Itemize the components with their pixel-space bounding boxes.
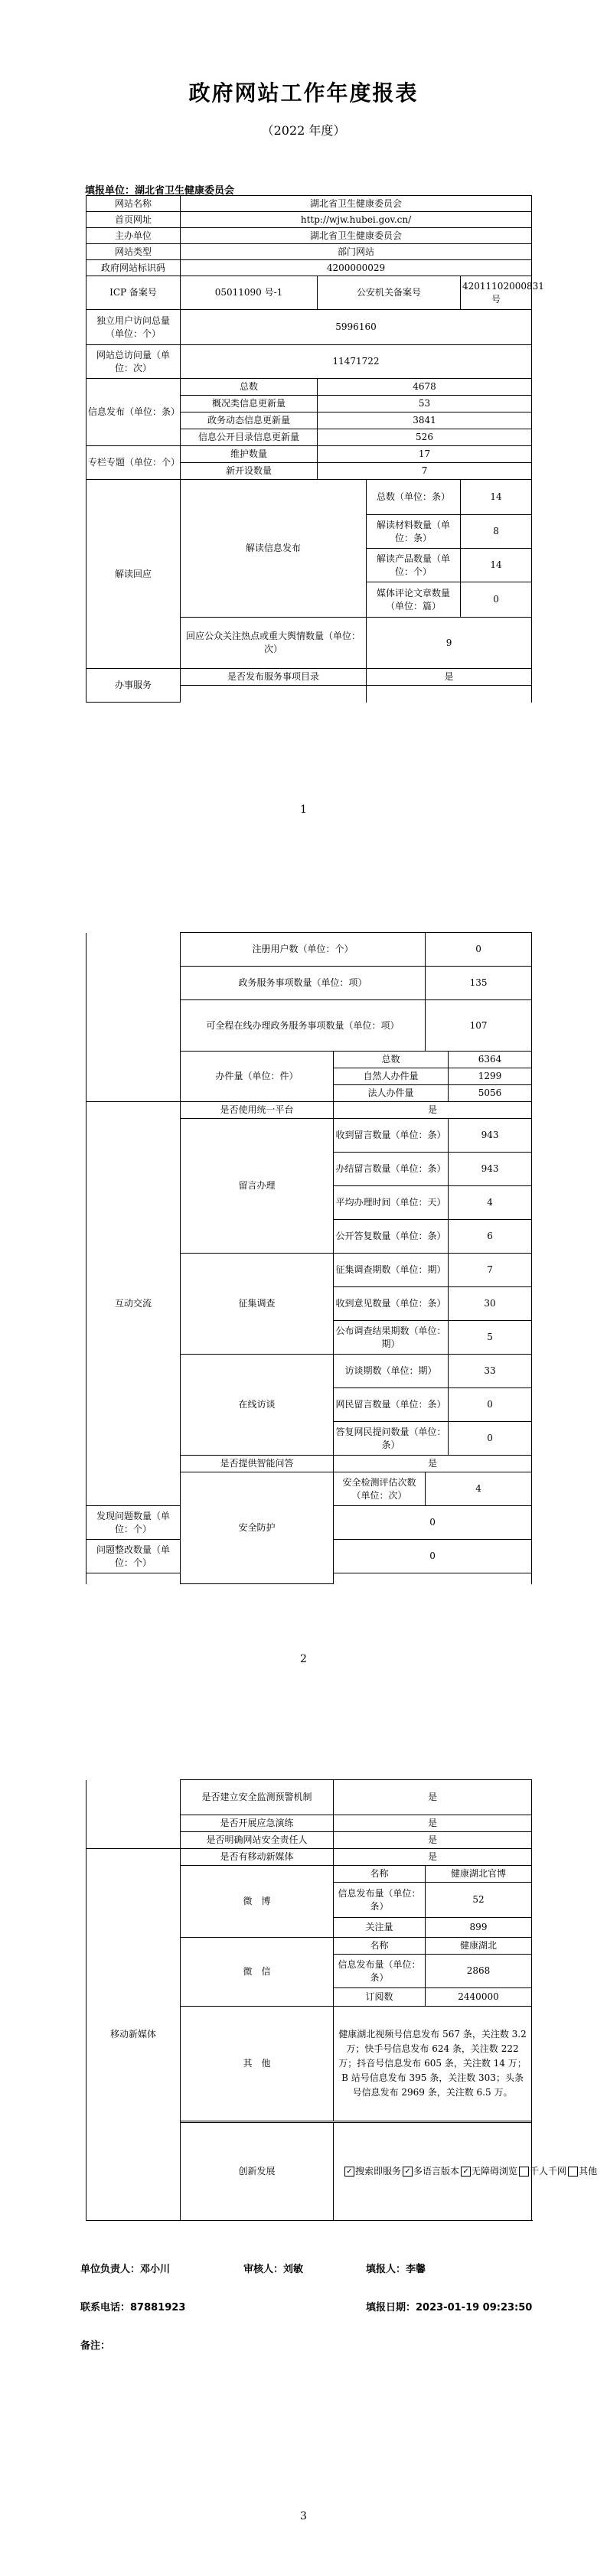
wechat-pub-value: 2868	[426, 1955, 532, 1988]
service-items-value: 135	[426, 967, 532, 1000]
msg-time-label: 平均办理时间（单位：天）	[334, 1186, 449, 1220]
column-topic-label: 专栏专题（单位：个）	[86, 446, 181, 480]
site-code-value: 4200000029	[181, 260, 532, 276]
innovation-option-4[interactable]	[519, 2166, 566, 2177]
service-continued-cell	[86, 933, 181, 1102]
weibo-pub-label: 信息发布量（单位：条）	[334, 1883, 426, 1918]
handle-corp-label: 法人办件量	[334, 1085, 449, 1102]
page-views-label: 网站总访问量（单位：次）	[86, 345, 181, 379]
interp-publish-label: 解读信息发布	[181, 480, 367, 618]
info-news-value: 3841	[318, 412, 532, 429]
msg-done-value: 943	[449, 1153, 532, 1186]
other-media-value: 健康湖北视频号信息发布 567 条，关注数 3.2 万；快手号信息发布 624 条，关注数 222 万；抖音号信息发布 605 条，关注数 14 万；B 站号信息发布 395 条，关注数 303；头条号信息发布 2969 条，关注数 6.5 万。	[334, 2007, 532, 2121]
has-mobile-label: 是否有移动新媒体	[181, 1849, 334, 1866]
site-type-label: 网站类型	[86, 244, 181, 260]
has-mobile-value: 是	[334, 1849, 532, 1866]
survey-opinion-value: 30	[449, 1287, 532, 1321]
homepage-label: 首页网址	[86, 212, 181, 228]
page-number: 3	[300, 2510, 307, 2522]
police-record-label: 公安机关备案号	[318, 276, 461, 310]
interp-product-label: 解读产品数量（单位：个）	[367, 549, 461, 582]
interview-answers-label: 答复网民提问数量（单位：条）	[334, 1422, 449, 1456]
reg-users-label: 注册用户数（单位：个）	[181, 933, 426, 967]
handle-person-label: 自然人办件量	[334, 1068, 449, 1085]
weibo-name-value: 健康湖北官博	[426, 1866, 532, 1883]
checkbox-icon[interactable]: ✓	[344, 2167, 354, 2177]
wechat-pub-label: 信息发布量（单位：条）	[334, 1955, 426, 1988]
column-maint-label: 维护数量	[181, 446, 318, 463]
interp-hot-label: 回应公众关注热点或重大舆情数量（单位：次）	[181, 618, 367, 669]
info-total-label: 总数	[181, 379, 318, 396]
innovation-option-3[interactable]	[461, 2166, 517, 2177]
security-empty-cell	[334, 1573, 532, 1584]
interpretation-label: 解读回应	[86, 480, 181, 669]
wechat-name-label: 名称	[334, 1938, 426, 1955]
service-empty-cell	[367, 686, 532, 703]
homepage-url[interactable]: http://wjw.hubei.gov.cn/	[181, 212, 532, 228]
security-empty-cell	[86, 1573, 181, 1584]
info-publish-label: 信息发布（单位：条）	[86, 379, 181, 446]
info-overview-label: 概况类信息更新量	[181, 396, 318, 412]
online-items-label: 可全程在线办理政务服务事项数量（单位：项）	[181, 1000, 426, 1052]
smart-qa-label: 是否提供智能问答	[181, 1456, 334, 1472]
sec-check-label: 安全检测评估次数（单位：次）	[334, 1472, 426, 1506]
innovation-option-5[interactable]	[568, 2166, 597, 2177]
info-overview-value: 53	[318, 396, 532, 412]
option-label: 千人千网	[530, 2166, 567, 2177]
security-label: 安全防护	[181, 1472, 334, 1584]
info-open-label: 信息公开目录信息更新量	[181, 429, 318, 446]
innovation-label: 创新发展	[181, 2123, 334, 2221]
online-items-value: 107	[426, 1000, 532, 1052]
interview-answers-value: 0	[449, 1422, 532, 1456]
info-open-value: 526	[318, 429, 532, 446]
interview-questions-value: 0	[449, 1388, 532, 1422]
survey-opinion-label: 收到意见数量（单位：条）	[334, 1287, 449, 1321]
interp-material-value: 8	[461, 515, 532, 549]
checkbox-icon[interactable]	[568, 2167, 578, 2177]
security-continued-cell	[86, 1780, 181, 1849]
column-new-label: 新开设数量	[181, 463, 318, 480]
monitor-label: 是否建立安全监测预警机制	[181, 1780, 334, 1815]
innovation-option-1[interactable]	[344, 2166, 401, 2177]
survey-label: 征集调查	[181, 1254, 334, 1355]
platform-value: 是	[334, 1102, 532, 1119]
option-label: 多语言版本	[413, 2166, 460, 2177]
unique-visitors-label: 独立用户访问总量（单位：个）	[86, 310, 181, 345]
remarks: 备注：	[80, 2340, 111, 2352]
unit-head: 单位负责人：邓小川	[80, 2264, 171, 2275]
unique-visitors-value: 5996160	[181, 310, 532, 345]
wechat-label: 微 信	[181, 1938, 334, 2007]
survey-result-value: 5	[449, 1321, 532, 1355]
interp-total-label: 总数（单位：条）	[367, 480, 461, 515]
filing-unit: 填报单位：湖北省卫生健康委员会	[85, 185, 235, 197]
sponsor-label: 主办单位	[86, 228, 181, 244]
weibo-follow-label: 关注量	[334, 1918, 426, 1938]
service-empty-cell	[181, 686, 367, 703]
drill-label: 是否开展应急演练	[181, 1815, 334, 1832]
responsible-label: 是否明确网站安全责任人	[181, 1832, 334, 1849]
interview-num-value: 33	[449, 1355, 532, 1388]
wechat-sub-label: 订阅数	[334, 1988, 426, 2007]
wechat-name-value: 健康湖北	[426, 1938, 532, 1955]
handle-total-label: 总数	[334, 1052, 449, 1068]
weibo-pub-value: 52	[426, 1883, 532, 1918]
checkbox-icon[interactable]	[519, 2167, 529, 2177]
sec-found-value: 0	[334, 1506, 532, 1540]
interp-product-value: 14	[461, 549, 532, 582]
interp-material-label: 解读材料数量（单位：条）	[367, 515, 461, 549]
survey-num-label: 征集调查期数（单位：期）	[334, 1254, 449, 1287]
info-total-value: 4678	[318, 379, 532, 396]
option-label: 其他	[579, 2166, 598, 2177]
report-table-page-1	[86, 195, 544, 703]
icp-label: ICP 备案号	[86, 276, 181, 310]
site-code-label: 政府网站标识码	[86, 260, 181, 276]
contact-phone: 联系电话：87881923	[80, 2302, 186, 2314]
weibo-name-label: 名称	[334, 1866, 426, 1883]
survey-result-label: 公布调查结果期数（单位：期）	[334, 1321, 449, 1355]
service-items-label: 政务服务事项数量（单位：项）	[181, 967, 426, 1000]
handle-corp-value: 5056	[449, 1085, 532, 1102]
mobile-media-label: 移动新媒体	[86, 1849, 181, 2221]
handle-person-value: 1299	[449, 1068, 532, 1085]
drill-value: 是	[334, 1815, 532, 1832]
sec-found-label: 发现问题数量（单位：个）	[86, 1506, 181, 1540]
checkbox-icon[interactable]: ✓	[461, 2167, 471, 2177]
report-table-page-2	[86, 932, 532, 1584]
innovation-option-2[interactable]	[403, 2166, 459, 2177]
option-label: 无障碍浏览	[472, 2166, 518, 2177]
reg-users-value: 0	[426, 933, 532, 967]
page-number: 2	[300, 1653, 307, 1665]
handle-label: 办件量（单位：件）	[181, 1052, 334, 1102]
report-year: （2022 年度）	[261, 123, 346, 138]
site-name-value: 湖北省卫生健康委员会	[181, 196, 532, 212]
interaction-label: 互动交流	[86, 1102, 181, 1506]
handle-total-value: 6364	[449, 1052, 532, 1068]
option-label: 搜索即服务	[355, 2166, 402, 2177]
reviewer: 审核人：刘敏	[243, 2264, 304, 2275]
checkbox-icon[interactable]: ✓	[403, 2167, 413, 2177]
page-views-value: 11471722	[181, 345, 532, 379]
interp-media-label: 媒体评论文章数量（单位：篇）	[367, 582, 461, 618]
info-news-label: 政务动态信息更新量	[181, 412, 318, 429]
weibo-label: 微 博	[181, 1866, 334, 1938]
sponsor-value: 湖北省卫生健康委员会	[181, 228, 532, 244]
survey-num-value: 7	[449, 1254, 532, 1287]
msg-public-value: 6	[449, 1220, 532, 1254]
service-pub-label: 是否发布服务事项目录	[181, 669, 367, 686]
page-number: 1	[300, 804, 307, 816]
service-pub-value: 是	[367, 669, 532, 686]
msg-done-label: 办结留言数量（单位：条）	[334, 1153, 449, 1186]
interp-hot-value: 9	[367, 618, 532, 669]
interp-total-value: 14	[461, 480, 532, 515]
msg-public-label: 公开答复数量（单位：条）	[334, 1220, 449, 1254]
service-label: 办事服务	[86, 669, 181, 703]
msg-handling-label: 留言办理	[181, 1119, 334, 1254]
interp-media-value: 0	[461, 582, 532, 618]
interview-questions-label: 网民留言数量（单位：条）	[334, 1388, 449, 1422]
site-name-label: 网站名称	[86, 196, 181, 212]
interview-num-label: 访谈期数（单位：期）	[334, 1355, 449, 1388]
sec-fixed-value: 0	[334, 1540, 532, 1573]
weibo-follow-value: 899	[426, 1918, 532, 1938]
filler: 填报人：李馨	[366, 2264, 426, 2275]
sec-check-value: 4	[426, 1472, 532, 1506]
report-title: 政府网站工作年度报表	[188, 80, 419, 106]
msg-time-value: 4	[449, 1186, 532, 1220]
icp-value: 05011090 号-1	[181, 276, 318, 310]
site-type-value: 部门网站	[181, 244, 532, 260]
msg-recv-label: 收到留言数量（单位：条）	[334, 1119, 449, 1153]
responsible-value: 是	[334, 1832, 532, 1849]
innovation-checklist	[334, 2123, 598, 2221]
monitor-value: 是	[334, 1780, 532, 1815]
column-new-value: 7	[318, 463, 532, 480]
sec-fixed-label: 问题整改数量（单位：个）	[86, 1540, 181, 1573]
platform-label: 是否使用统一平台	[181, 1102, 334, 1119]
wechat-sub-value: 2440000	[426, 1988, 532, 2007]
fill-date: 填报日期：2023-01-19 09:23:50	[366, 2302, 533, 2314]
column-maint-value: 17	[318, 446, 532, 463]
msg-recv-value: 943	[449, 1119, 532, 1153]
interview-label: 在线访谈	[181, 1355, 334, 1456]
police-record-value: 42011102000831 号	[461, 276, 532, 310]
report-table-page-3	[86, 1779, 598, 2221]
smart-qa-value: 是	[334, 1456, 532, 1472]
other-media-label: 其 他	[181, 2007, 334, 2121]
